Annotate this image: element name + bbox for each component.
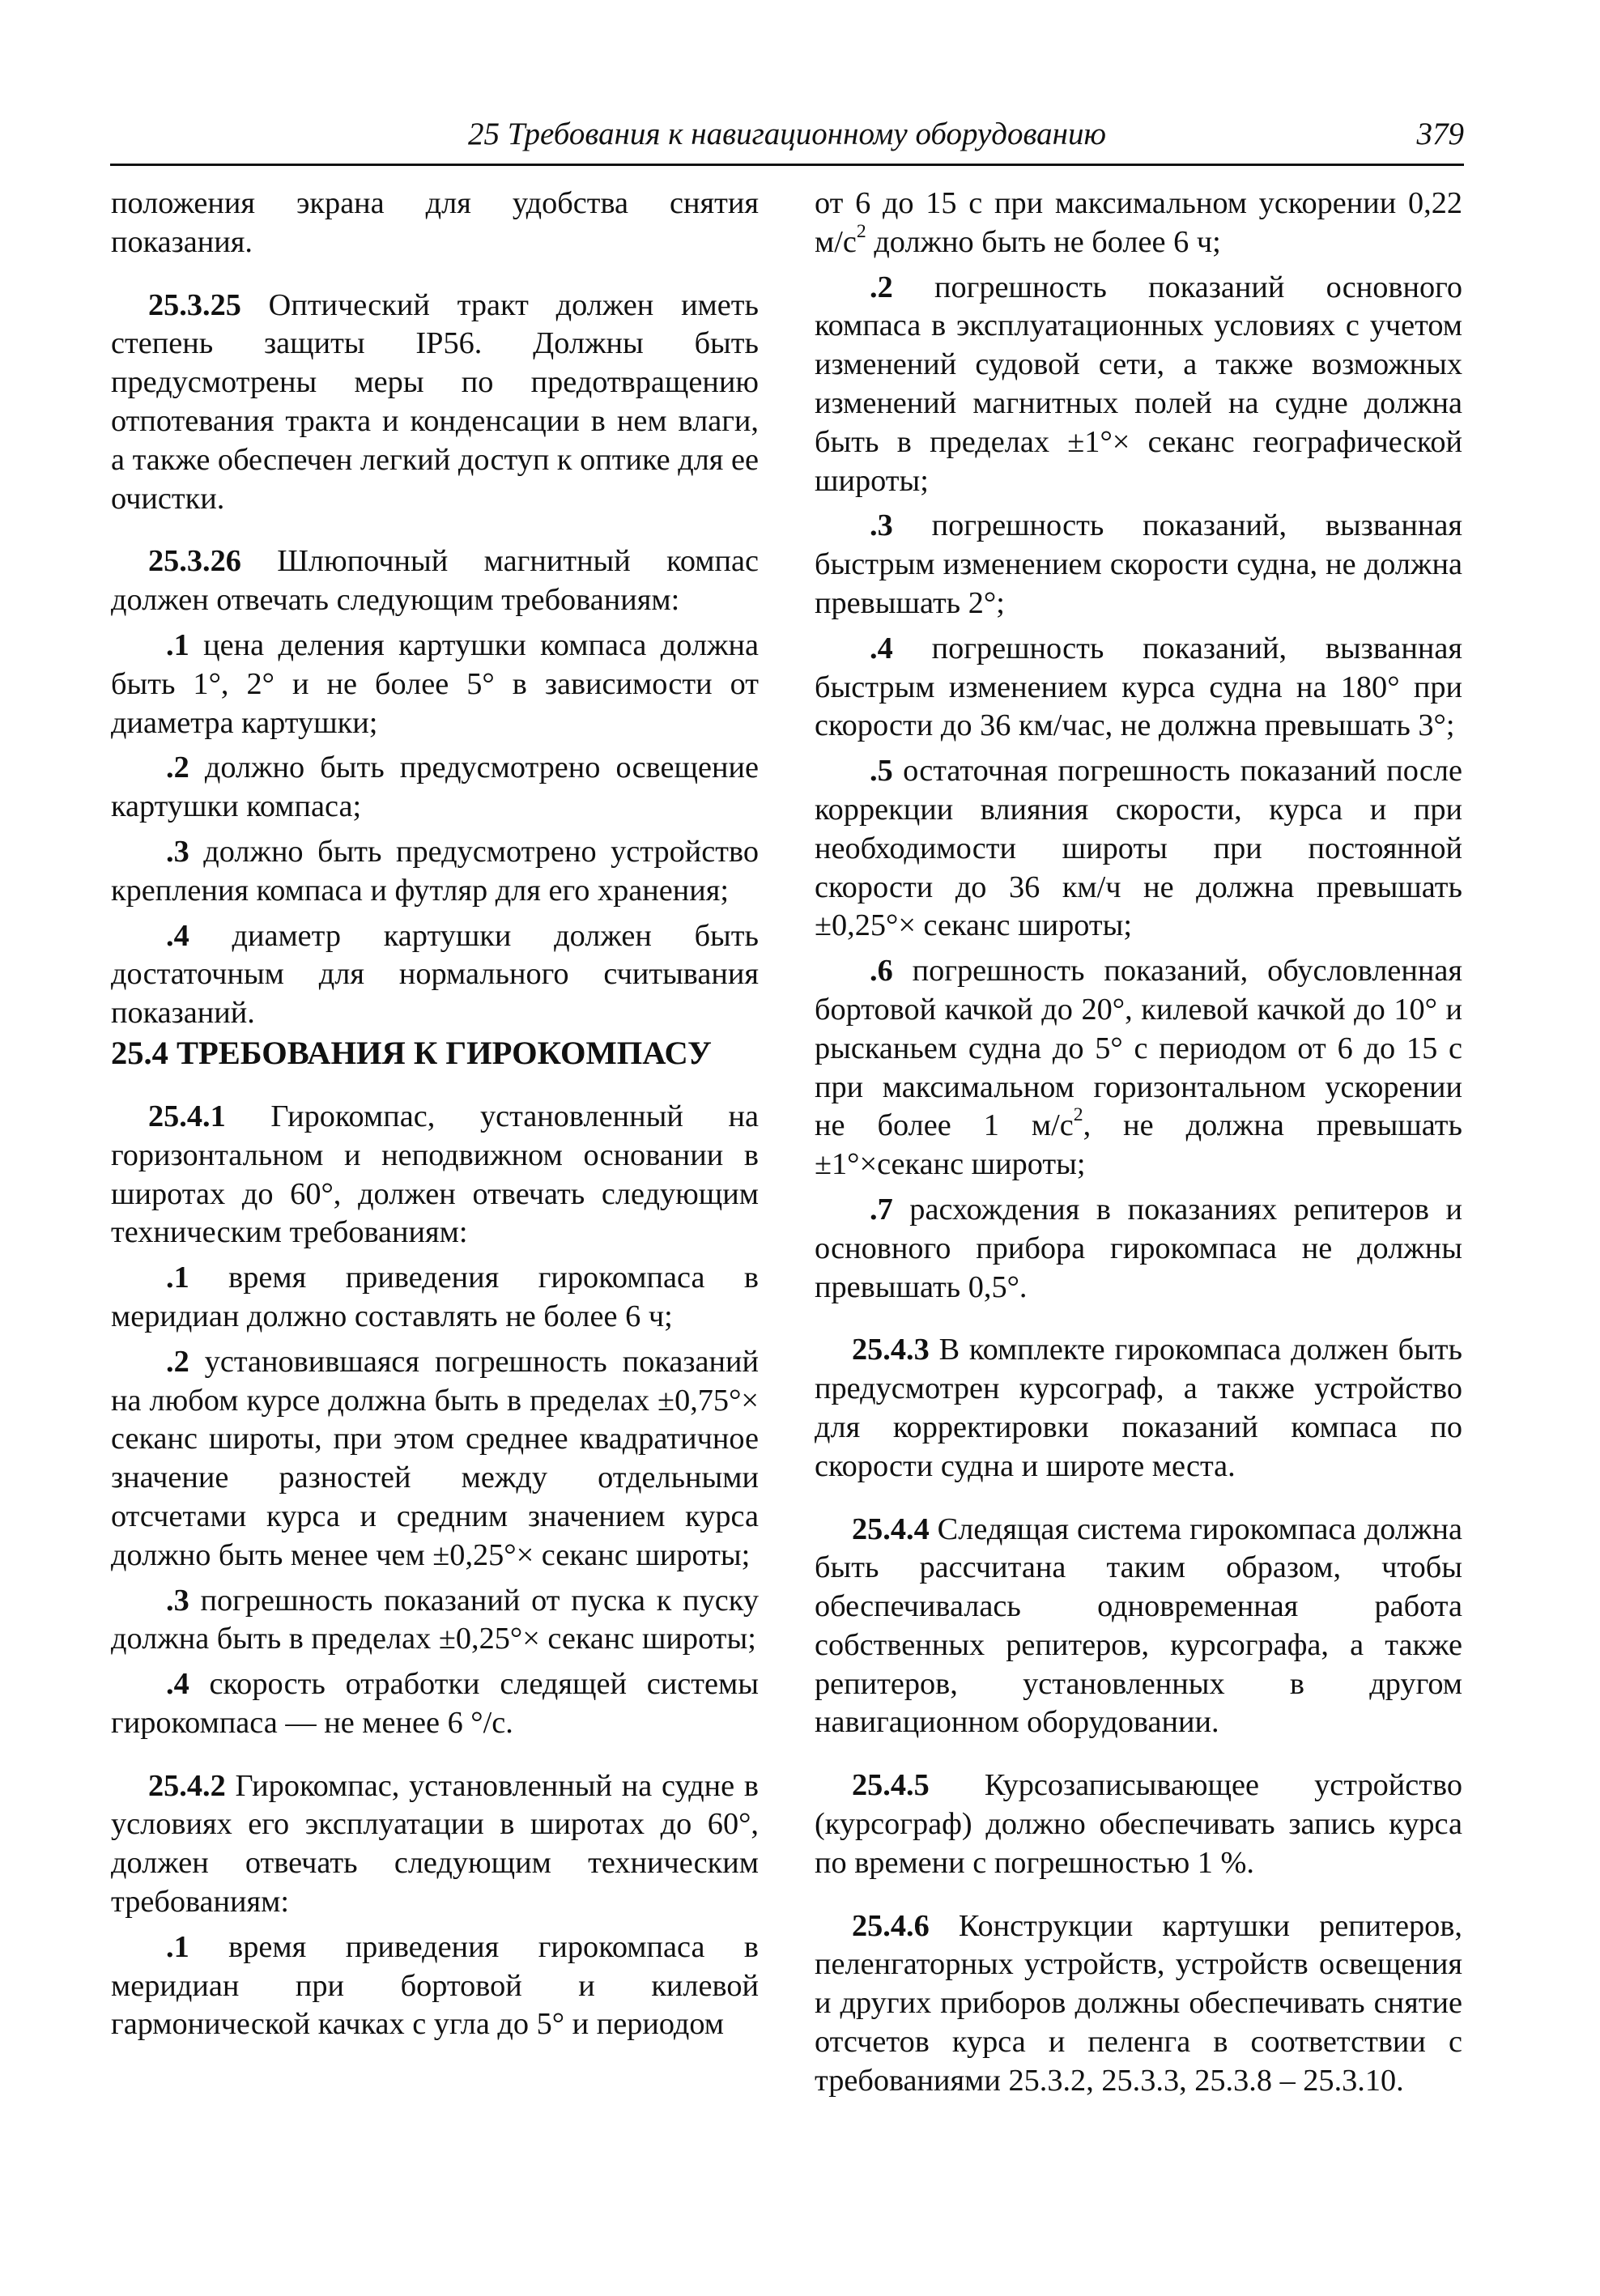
list-item xyxy=(815,952,1462,1184)
item-number: .1 xyxy=(166,1929,189,1964)
clause-number: 25.4.2 xyxy=(148,1768,226,1803)
paragraph-text: должно быть не более 6 ч; xyxy=(866,224,1221,259)
paragraph-text: от 6 до 15 с при максимальном ускорении 0,22 м/с xyxy=(815,186,1462,259)
list-item xyxy=(111,1665,759,1743)
item-number: .6 xyxy=(870,954,893,989)
clause-text: Конструкции картушки репитеров, пеленгаторных устройств, устройств освещения и других приборов должны обеспечивать снятие отсчетов курса и пеленга в соответствии с требованиями 25.3.2, 25.3.3, 25.3.8 – 25.3.10. xyxy=(815,1908,1462,2098)
list-item xyxy=(815,630,1462,746)
right-column xyxy=(815,185,1462,2101)
item-text: должно быть предусмотрено освещение картушки компаса; xyxy=(111,750,759,824)
page-number: 379 xyxy=(1416,117,1464,151)
clause-text: Курсозаписывающее устройство (курсограф) должно обеспечивать запись курса по времени с погрешностью 1 %. xyxy=(815,1768,1462,1880)
clause-text: Оптический тракт должен иметь степень защиты IP56. Должны быть предусмотрены меры по предотвращению отпотевания тракта и конденсации в нем влаги, а также обеспечен легкий доступ к оптике для ее очистки. xyxy=(111,287,759,516)
clause-25-4-6 xyxy=(815,1907,1462,2101)
list-item xyxy=(111,1343,759,1575)
list-item xyxy=(111,1928,759,2044)
item-text: время приведения гирокомпаса в меридиан при бортовой и килевой гармонической качках с угла до 5° и периодом xyxy=(111,1929,759,2042)
item-number: .2 xyxy=(166,1344,189,1379)
item-number: .4 xyxy=(166,1667,189,1702)
list-item xyxy=(815,752,1462,946)
list-item xyxy=(111,917,759,1033)
clause-25-4-3 xyxy=(815,1331,1462,1486)
paragraph xyxy=(111,185,759,262)
item-text: диаметр картушки должен быть достаточным для нормального считывания показаний. xyxy=(111,918,759,1031)
item-number: .3 xyxy=(166,1583,189,1618)
item-text: погрешность показаний от пуска к пуску должна быть в пределах ±0,25°× секанс широты; xyxy=(111,1583,759,1656)
clause-25-4-2 xyxy=(111,1767,759,1922)
list-item xyxy=(111,833,759,911)
list-item xyxy=(815,269,1462,501)
item-text: должно быть предусмотрено устройство крепления компаса и футляр для его хранения; xyxy=(111,834,759,908)
item-number: .5 xyxy=(870,754,893,789)
clause-number: 25.4.1 xyxy=(148,1099,226,1133)
item-number: .3 xyxy=(870,508,893,543)
item-number: .1 xyxy=(166,627,189,662)
list-item xyxy=(111,1582,759,1660)
clause-text: Следящая система гирокомпаса должна быть рассчитана таким образом, чтобы обеспечивалась одновременная работа собственных репитеров, курсографа, а также репитеров, установленных в другом навигационном оборудовании. xyxy=(815,1512,1462,1740)
item-number: .1 xyxy=(166,1261,189,1295)
item-text: время приведения гирокомпаса в меридиан должно составлять не более 6 ч; xyxy=(111,1261,759,1333)
item-number: .7 xyxy=(870,1192,893,1227)
list-item xyxy=(111,749,759,827)
item-number: .3 xyxy=(166,834,189,869)
item-text: расхождения в показаниях репитеров и основного прибора гирокомпаса не должны превышать 0,5°. xyxy=(815,1192,1462,1304)
running-title: 25 Требования к навигационному оборудованию xyxy=(468,117,1106,151)
list-item xyxy=(111,1259,759,1337)
clause-25-3-26 xyxy=(111,542,759,620)
clause-number: 25.4.5 xyxy=(852,1768,930,1803)
item-text: установившаяся погрешность показаний на любом курсе должна быть в пределах ±0,75°× секанс широты, при этом среднее квадратичное значение разностей между отдельными отсчетами курса и средним значением курса должно быть менее чем ±0,25°× секанс широты; xyxy=(111,1344,759,1572)
clause-text: Шлюпочный магнитный компас должен отвечать следующим требованиям: xyxy=(111,544,759,618)
clause-number: 25.4.6 xyxy=(852,1908,930,1943)
item-text: скорость отработки следящей системы гирокомпаса — не менее 6 °/с. xyxy=(111,1667,759,1740)
item-text: погрешность показаний основного компаса в эксплуатационных условиях с учетом изменений судовой сети, а также возможных изменений магнитных полей на судне должна быть в пределах ±1°× секанс географической широты; xyxy=(815,270,1462,498)
clause-25-4-4 xyxy=(815,1511,1462,1743)
superscript: 2 xyxy=(856,221,866,242)
clause-25-3-25 xyxy=(111,287,759,519)
left-column xyxy=(111,185,759,2044)
clause-text: В комплекте гирокомпаса должен быть предусмотрен курсограф, а также устройство для корректировки показаний компаса по скорости судна и широте места. xyxy=(815,1333,1462,1483)
list-item xyxy=(815,1191,1462,1307)
item-text: погрешность показаний, обусловленная бортовой качкой до 20°, килевой качкой до 10° и рысканьем судна до 5° с периодом от 6 до 15 с при максимальном горизонтальном ускорении не более 1 м/с xyxy=(815,954,1462,1143)
page-header xyxy=(110,113,1464,166)
superscript: 2 xyxy=(1073,1104,1083,1126)
list-item xyxy=(111,627,759,742)
clause-number: 25.4.3 xyxy=(852,1333,930,1367)
item-text: цена деления картушки компаса должна быть 1°, 2° и не более 5° в зависимости от диаметра картушки; xyxy=(111,627,759,740)
clause-text: Гирокомпас, установленный на судне в условиях его эксплуатации в широтах до 60°, должен отвечать следующим техническим требованиям: xyxy=(111,1768,759,1920)
item-number: .2 xyxy=(870,270,893,304)
item-text: погрешность показаний, вызванная быстрым изменением курса судна на 180° при скорости до 36 км/час, не должна превышать 3°; xyxy=(815,631,1462,743)
list-item xyxy=(815,507,1462,623)
clause-number: 25.4.4 xyxy=(852,1512,930,1546)
paragraph-text: положения экрана для удобства снятия показания. xyxy=(111,186,759,259)
item-text: погрешность показаний, вызванная быстрым изменением скорости судна, не должна превышать 2°; xyxy=(815,508,1462,620)
item-number: .4 xyxy=(166,918,189,953)
section-heading: 25.4 ТРЕБОВАНИЯ К ГИРОКОМПАСУ xyxy=(111,1034,712,1071)
item-number: .4 xyxy=(870,631,893,665)
clause-25-4-1 xyxy=(111,1098,759,1252)
item-text: остаточная погрешность показаний после коррекции влияния скорости, курса и при необходимости широты при постоянной скорости до 36 км/ч не должна превышать ±0,25°× секанс широты; xyxy=(815,754,1462,943)
paragraph xyxy=(815,185,1462,262)
clause-number: 25.3.25 xyxy=(148,287,241,322)
clause-25-4-5 xyxy=(815,1767,1462,1882)
clause-text: Гирокомпас, установленный на горизонтальном и неподвижном основании в широтах до 60°, должен отвечать следующим техническим требованиям: xyxy=(111,1099,759,1250)
item-text: , не должна превышать ±1°×секанс широты; xyxy=(815,1108,1462,1182)
clause-number: 25.3.26 xyxy=(148,544,241,579)
item-number: .2 xyxy=(166,750,189,785)
